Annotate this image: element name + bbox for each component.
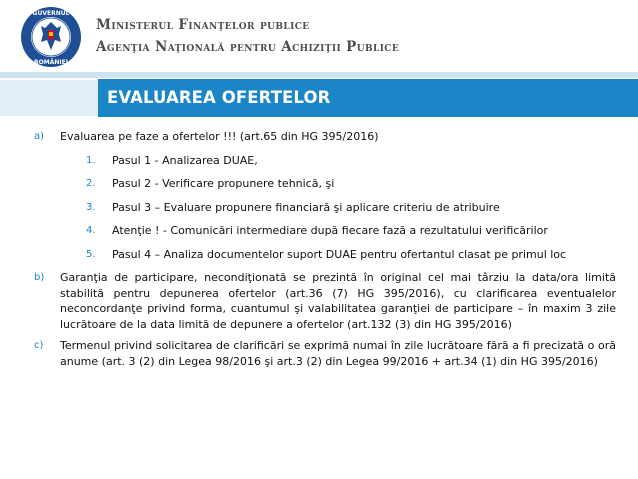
sub-item <box>86 200 616 216</box>
sub-marker: 3. <box>86 201 96 213</box>
sub-item-text: Pasul 4 – Analiza documentelor suport DUAE pentru ofertantul clasat pe primul loc <box>112 247 567 261</box>
svg-text:GUVERNUL: GUVERNUL <box>32 10 70 17</box>
sub-item <box>86 153 616 169</box>
title-band-left <box>0 80 98 116</box>
list-marker: c) <box>34 340 44 351</box>
sub-marker: 5. <box>86 248 96 260</box>
sub-marker: 2. <box>86 178 96 189</box>
title-band-top <box>0 72 638 78</box>
sub-item-text: Atenţie ! - Comunicări intermediare după fiecare fază a rezultatului verificărilor <box>112 224 548 237</box>
agency-name: Agenţia Naţională pentru Achiziţii Publice <box>96 39 400 55</box>
sub-list <box>60 153 616 263</box>
svg-text:ROMÂNIEI: ROMÂNIEI <box>34 59 68 66</box>
list-item-text: Termenul privind solicitarea de clarificări se exprimă numai în zile lucrătoare fără a fi precizată o oră anume (art. 3 (2) din Legea 98/2016 şi art.3 (2) din Legea 99/2016 + art.34 (1) din HG 395/2016) <box>60 339 616 368</box>
sub-marker: 1. <box>86 154 96 166</box>
sub-item-text: Pasul 2 - Verificare propunere tehnică, şi <box>112 177 335 190</box>
list-item-a <box>34 129 616 262</box>
list-item-c <box>34 338 616 369</box>
sub-item <box>86 223 616 239</box>
list-marker: b) <box>34 272 45 283</box>
list-marker: a) <box>34 131 45 142</box>
government-seal-logo <box>20 6 82 68</box>
slide-title: EVALUAREA OFERTELOR <box>107 88 331 107</box>
sub-item <box>86 176 616 192</box>
list-item-text: Evaluarea pe faze a ofertelor !!! (art.65 din HG 395/2016) <box>60 130 379 143</box>
list-item-b <box>34 270 616 332</box>
header-titles <box>96 14 399 58</box>
slide-content <box>34 129 616 375</box>
list-item-text: Garanţia de participare, necondiţionată se prezintă în original cel mai târziu la data/ora limită stabilită pentru depunerea ofertelor (art.36 (7) HG 395/2016), cu clarificarea eventualelor neconcordanţe privind forma, cuantumul şi valabilitatea garanţiei de participare – în maxim 3 zile lucrătoare de la data limită de depunere a ofertelor (art.132 (3) din HG 395/2016) <box>60 271 616 331</box>
sub-item <box>86 247 616 263</box>
ministry-name: Ministerul Finanţelor publice <box>96 17 310 33</box>
sub-item-text: Pasul 1 - Analizarea DUAE, <box>112 153 258 167</box>
sub-marker: 4. <box>86 225 96 236</box>
sub-item-text: Pasul 3 – Evaluare propunere financiară şi aplicare criteriu de atribuire <box>112 200 500 214</box>
